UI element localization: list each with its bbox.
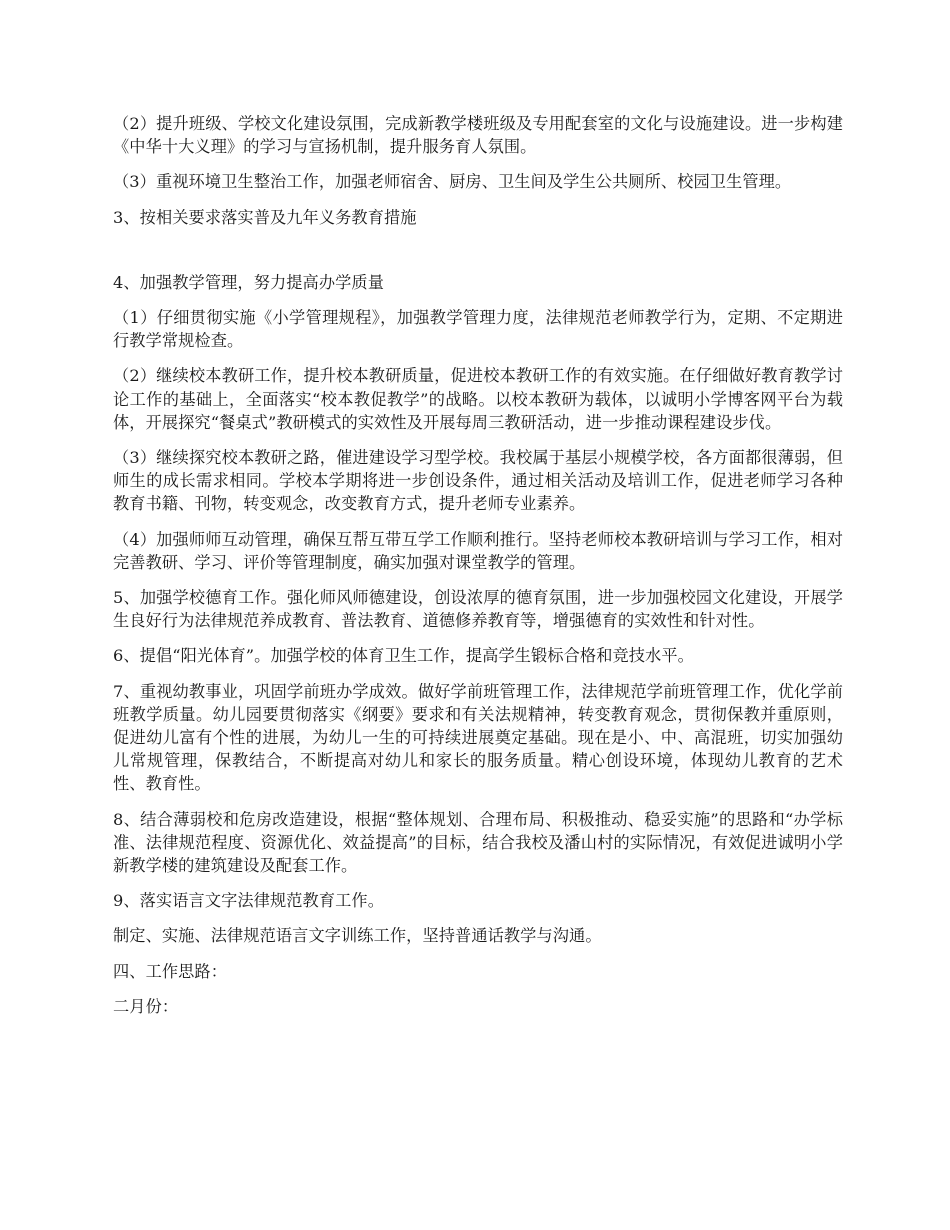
paragraph-teaching-management: 4、加强教学管理，努力提高办学质量 (113, 272, 384, 292)
paragraph-mandarin-training: 制定、实施、法律规范语言文字训练工作，坚持普通话教学与沟通。 (113, 926, 602, 946)
paragraph-compulsory-education: 3、按相关要求落实普及九年义务教育措施 (113, 207, 417, 227)
paragraph-school-research: （2）继续校本教研工作，提升校本教研质量，促进校本教研工作的有效实施。在仔细做好教育教学讨论工作的基础上，全面落实“校本教促教学”的战略。以校本教研为载体，以诚明小学博客网平台为载体，开展探究“餐桌式”教研模式的实效性及开展每周三教研活动，进一步推动课程建设步伐。 (113, 366, 843, 432)
paragraph-sunshine-sports: 6、提倡“阳光体育”。加强学校的体育卫生工作，提高学生锻标合格和竞技水平。 (113, 646, 694, 666)
subheading-february: 二月份： (113, 996, 179, 1016)
section-heading-work-ideas: 四、工作思路： (113, 961, 228, 981)
paragraph-environment-hygiene: （3）重视环境卫生整治工作，加强老师宿舍、厨房、卫生间及学生公共厕所、校园卫生管理。 (113, 172, 792, 192)
paragraph-preschool-education: 7、重视幼教事业，巩固学前班办学成效。做好学前班管理工作，法律规范学前班管理工作，优化学前班教学质量。幼儿园要贯彻落实《纲要》要求和有关法规精神，转变教育观念，贯彻保教并重原则，促进幼儿富有个性的进展，为幼儿一生的可持续进展奠定基础。现在是小、中、高混班，切实加强幼儿常规管理，保教结合，不断提高对幼儿和家长的服务质量。精心创设环境，体现幼儿教育的艺术性、教育性。 (113, 681, 843, 794)
paragraph-teacher-interaction: （4）加强师师互动管理，确保互帮互带互学工作顺利推行。坚持老师校本教研培训与学习工作，相对完善教研、学习、评价等管理制度，确实加强对课堂教学的管理。 (113, 529, 843, 572)
paragraph-management-regulations: （1）仔细贯彻实施《小学管理规程》，加强教学管理力度，法律规范老师教学行为，定期、不定期进行教学常规检查。 (113, 308, 843, 351)
paragraph-class-culture: （2）提升班级、学校文化建设氛围，完成新教学楼班级及专用配套室的文化与设施建设。进一步构建《中华十大义理》的学习与宣扬机制，提升服务育人氛围。 (113, 114, 843, 157)
paragraph-moral-education: 5、加强学校德育工作。强化师风师德建设，创设浓厚的德育氛围，进一步加强校园文化建设，开展学生良好行为法律规范养成教育、普法教育、道德修养教育等，增强德育的实效性和针对性。 (113, 588, 843, 631)
paragraph-language-standards: 9、落实语言文字法律规范教育工作。 (113, 891, 384, 911)
paragraph-building-construction: 8、结合薄弱校和危房改造建设，根据“整体规划、合理布局、积极推动、稳妥实施”的思路和“办学标准、法律规范程度、资源优化、效益提高”的目标，结合我校及潘山村的实际情况，有效促进诚明小学新教学楼的建筑建设及配套工作。 (113, 809, 843, 876)
document-body (113, 112, 843, 1030)
paragraph-learning-school: （3）继续探究校本教研之路，催进建设学习型学校。我校属于基层小规模学校，各方面都很薄弱，但师生的成长需求相同。学校本学期将进一步创设条件，通过相关活动及培训工作，促进老师学习各种教育书籍、刊物，转变观念，改变教育方式，提升老师专业素养。 (113, 448, 843, 514)
